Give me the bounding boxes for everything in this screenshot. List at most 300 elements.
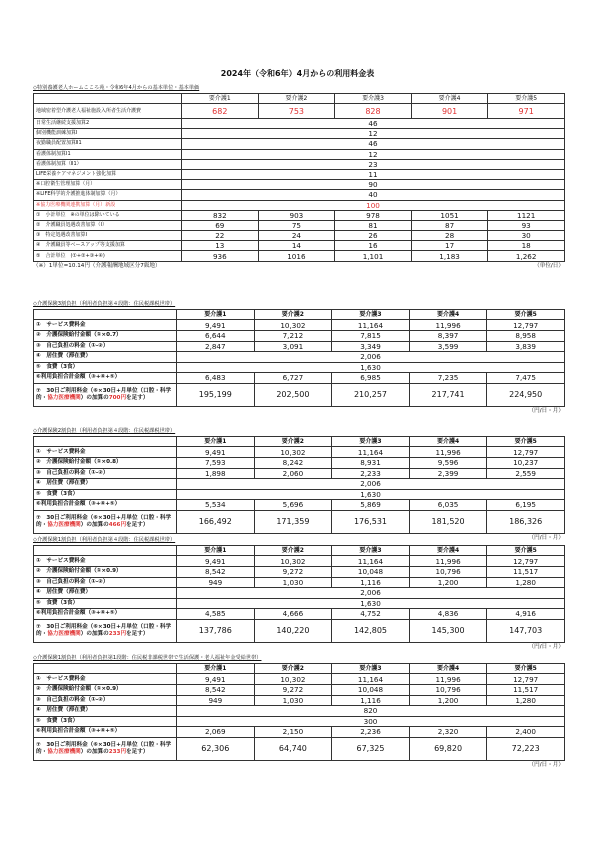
row-label: ③ 自己負担の料金（①-②） [34, 577, 177, 588]
total-text: ⑦ 30日ご利用料金（⑥×30日+月単位（口腔・科学的・ [36, 388, 172, 401]
row-label: ③ 自己負担の料金（①-②） [34, 341, 177, 352]
table-row [34, 210, 565, 220]
level-header: 要介護1 [177, 437, 255, 447]
value-cell: 12,797 [487, 447, 565, 458]
section-caption: ◇介護保険2割負担（利用者負担第４段階：住民税課税世帯） [33, 428, 176, 434]
value-cell: 142,805 [332, 619, 410, 642]
merged-value: 2,006 [177, 352, 565, 363]
level-header: 要介護1 [182, 94, 259, 104]
total-text: ⑦ 30日ご利用料金（⑥×30日+月単位（口腔・科学的・ [36, 515, 172, 528]
value-cell: 9,491 [177, 674, 255, 685]
row-label: ⑤ 食費（3食） [34, 716, 177, 727]
value-cell: 1051 [411, 210, 488, 220]
table-row [34, 139, 565, 149]
value-cell: 5,869 [332, 500, 410, 511]
value-cell: 11,996 [409, 674, 487, 685]
value-cell: 832 [182, 210, 259, 220]
merged-value: 12 [182, 129, 565, 139]
row-label: ① サービス費料金 [34, 320, 177, 331]
unit-label: （円/日・月） [528, 761, 564, 768]
value-cell: 9,491 [177, 556, 255, 567]
value-cell: 1121 [488, 210, 565, 220]
value-cell: 11,517 [487, 685, 565, 696]
value-cell: 9,491 [177, 320, 255, 331]
row-label: ⑥利用負担合計金額（③+④+⑤） [34, 373, 177, 384]
table-row [34, 104, 565, 119]
total-label [34, 619, 177, 642]
row-label: ① 小計単位 ※の単位は除いている [34, 210, 182, 220]
highlight-text: 協力医療機関 [47, 394, 81, 401]
value-cell: 2,399 [409, 468, 487, 479]
value-cell: 6,195 [487, 500, 565, 511]
row-label: 地域密着型介護老人福祉施設入所者生活介護費 [34, 104, 182, 119]
total-label [34, 737, 177, 760]
table-row [34, 716, 565, 727]
section-caption: ◇介護保険1割負担（利用者負担第４段階：住民税課税世帯） [33, 537, 176, 543]
value-cell: 903 [258, 210, 335, 220]
level-header: 要介護5 [488, 94, 565, 104]
table-row [34, 129, 565, 139]
value-cell: 901 [411, 104, 488, 119]
total-text: ⑦ 30日ご利用料金（⑥×30日+月単位（口腔・科学的・ [36, 624, 172, 637]
value-cell: 30 [488, 231, 565, 241]
value-cell: 62,306 [177, 737, 255, 760]
fee-section [33, 536, 564, 651]
value-cell: 9,272 [254, 685, 332, 696]
table-row [34, 447, 565, 458]
header-blank [34, 310, 177, 320]
merged-value: 1,630 [177, 489, 565, 500]
row-label: ※口腔衛生管理加算（月） [34, 180, 182, 190]
units-footer [33, 262, 564, 270]
merged-value: 46 [182, 139, 565, 149]
row-label: ② 介護保険給付金額（①×0.9） [34, 567, 177, 578]
row-label: ③ 自己負担の料金（①-②） [34, 468, 177, 479]
row-label: ※協力医療機関連携加算（月）新設 [34, 200, 182, 210]
table-row [34, 331, 565, 342]
total-text: を足す） [126, 521, 149, 528]
value-cell: 64,740 [254, 737, 332, 760]
value-cell: 1,030 [254, 695, 332, 706]
fee-section [33, 427, 564, 542]
value-cell: 4,916 [487, 609, 565, 620]
value-cell: 14 [258, 241, 335, 251]
value-cell: 7,593 [177, 458, 255, 469]
value-cell: 18 [488, 241, 565, 251]
fee-table [33, 436, 565, 534]
table-row [34, 320, 565, 331]
table-row [34, 352, 565, 363]
merged-value: 1,630 [177, 598, 565, 609]
value-cell: 949 [177, 577, 255, 588]
level-header-row [34, 546, 565, 556]
value-cell: 10,048 [332, 567, 410, 578]
merged-value: 1,630 [177, 362, 565, 373]
value-cell: 2,150 [254, 727, 332, 738]
value-cell: 140,220 [254, 619, 332, 642]
value-cell: 181,520 [409, 510, 487, 533]
total-label [34, 383, 177, 406]
value-cell: 936 [182, 251, 259, 261]
value-cell: 5,696 [254, 500, 332, 511]
value-cell: 9,596 [409, 458, 487, 469]
table-row [34, 588, 565, 599]
value-cell: 81 [335, 220, 412, 230]
total-row [34, 383, 565, 406]
highlight-amount: 233円 [108, 630, 127, 637]
value-cell: 7,815 [332, 331, 410, 342]
merged-value: 100 [182, 200, 565, 210]
table-row [34, 695, 565, 706]
value-cell: 93 [488, 220, 565, 230]
value-cell: 971 [488, 104, 565, 119]
value-cell: 2,236 [332, 727, 410, 738]
value-cell: 22 [182, 231, 259, 241]
row-label: ② 介護保険給付金額（①×0.9） [34, 685, 177, 696]
value-cell: 11,996 [409, 556, 487, 567]
level-header: 要介護2 [254, 310, 332, 320]
value-cell: 4,752 [332, 609, 410, 620]
row-label: ※LIFE科学的介護推進体制加算（月） [34, 190, 182, 200]
value-cell: 13 [182, 241, 259, 251]
row-label: ⑥利用負担合計金額（③+④+⑤） [34, 609, 177, 620]
row-label: 看護体制加算（Ⅱ1） [34, 159, 182, 169]
highlight-amount: 466円 [108, 521, 127, 528]
table-row [34, 149, 565, 159]
value-cell: 224,950 [487, 383, 565, 406]
value-cell: 11,164 [332, 447, 410, 458]
value-cell: 8,958 [487, 331, 565, 342]
level-header-row [34, 310, 565, 320]
value-cell: 2,400 [487, 727, 565, 738]
row-label: 日常生活継続支援加算2 [34, 119, 182, 129]
table-row [34, 190, 565, 200]
table-row [34, 567, 565, 578]
value-cell: 5,534 [177, 500, 255, 511]
table-row [34, 500, 565, 511]
merged-value: 2,006 [177, 588, 565, 599]
row-label: ⑤ 合計単位 (①+②+③+④) [34, 251, 182, 261]
table-row [34, 674, 565, 685]
highlight-text: 協力医療機関 [47, 748, 81, 755]
value-cell: 4,585 [177, 609, 255, 620]
total-text: を足す） [126, 748, 149, 755]
total-text: を足す） [126, 630, 149, 637]
level-header-row [34, 664, 565, 674]
level-header: 要介護3 [335, 94, 412, 104]
value-cell: 2,060 [254, 468, 332, 479]
level-header: 要介護1 [177, 310, 255, 320]
table-row [34, 727, 565, 738]
value-cell: 2,847 [177, 341, 255, 352]
row-label: ④ 居住費（滞在費） [34, 479, 177, 490]
table-row [34, 200, 565, 210]
table-row [34, 341, 565, 352]
value-cell: 2,233 [332, 468, 410, 479]
value-cell: 1,101 [335, 251, 412, 261]
basic-units-section [33, 84, 564, 270]
table-row [34, 231, 565, 241]
value-cell: 171,359 [254, 510, 332, 533]
value-cell: 10,796 [409, 567, 487, 578]
value-cell: 2,320 [409, 727, 487, 738]
level-header: 要介護1 [177, 664, 255, 674]
value-cell: 1,030 [254, 577, 332, 588]
row-label: LIFE栄養ケアマネジメント強化加算 [34, 169, 182, 179]
row-label: ③ 自己負担の料金（①-②） [34, 695, 177, 706]
level-header: 要介護3 [332, 664, 410, 674]
value-cell: 186,326 [487, 510, 565, 533]
value-cell: 1,116 [332, 577, 410, 588]
table-row [34, 685, 565, 696]
value-cell: 217,741 [409, 383, 487, 406]
merged-value: 300 [177, 716, 565, 727]
row-label: ② 介護保険給付金額（①×0.8） [34, 458, 177, 469]
table-row [34, 169, 565, 179]
value-cell: 949 [177, 695, 255, 706]
value-cell: 6,985 [332, 373, 410, 384]
header-blank [34, 546, 177, 556]
merged-value: 90 [182, 180, 565, 190]
value-cell: 72,223 [487, 737, 565, 760]
value-cell: 7,212 [254, 331, 332, 342]
value-cell: 6,483 [177, 373, 255, 384]
value-cell: 1,200 [409, 577, 487, 588]
merged-value: 12 [182, 149, 565, 159]
value-cell: 202,500 [254, 383, 332, 406]
header-blank [34, 664, 177, 674]
total-text: ⑦ 30日ご利用料金（⑥×30日+月単位（口腔・科学的・ [36, 742, 172, 755]
row-label: ⑤ 食費（3食） [34, 489, 177, 500]
value-cell: 828 [335, 104, 412, 119]
table-row [34, 180, 565, 190]
value-cell: 10,302 [254, 447, 332, 458]
value-cell: 8,542 [177, 685, 255, 696]
total-row [34, 619, 565, 642]
value-cell: 195,199 [177, 383, 255, 406]
section-caption: ◇介護保険3割負担（利用者負担第４段階：住民税課税世帯） [33, 301, 176, 307]
row-label: 看護体制加算Ⅰ1 [34, 149, 182, 159]
value-cell: 12,797 [487, 320, 565, 331]
value-cell: 3,839 [487, 341, 565, 352]
fee-section [33, 300, 564, 415]
value-cell: 3,599 [409, 341, 487, 352]
table-row [34, 468, 565, 479]
value-cell: 67,325 [332, 737, 410, 760]
value-cell: 7,235 [409, 373, 487, 384]
value-cell: 8,242 [254, 458, 332, 469]
level-header: 要介護2 [254, 546, 332, 556]
unit-label: （単位/日） [534, 262, 564, 269]
value-cell: 1,280 [487, 577, 565, 588]
row-label: ④ 居住費（滞在費） [34, 706, 177, 717]
merged-value: 46 [182, 119, 565, 129]
value-cell: 147,703 [487, 619, 565, 642]
merged-value: 2,006 [177, 479, 565, 490]
page-title: 2024年（令和6年）4月からの利用料金表 [220, 69, 375, 78]
unit-label: （円/日・月） [528, 643, 564, 650]
value-cell: 11,996 [409, 320, 487, 331]
value-cell: 176,531 [332, 510, 410, 533]
level-header: 要介護5 [487, 664, 565, 674]
unit-label: （円/日・月） [528, 534, 564, 541]
fee-table [33, 545, 565, 643]
value-cell: 10,796 [409, 685, 487, 696]
level-header: 要介護4 [409, 546, 487, 556]
value-cell: 10,302 [254, 556, 332, 567]
level-header: 要介護4 [411, 94, 488, 104]
value-cell: 10,237 [487, 458, 565, 469]
total-text: を足す） [126, 394, 149, 401]
level-header: 要介護5 [487, 437, 565, 447]
row-label: 個別機能訓練加算Ⅰ [34, 129, 182, 139]
value-cell: 210,257 [332, 383, 410, 406]
value-cell: 28 [411, 231, 488, 241]
section-caption: ◇特別養護老人ホームこころ苑・令和6年4月からの基本単位・基本単価 [33, 85, 200, 91]
level-header: 要介護3 [332, 546, 410, 556]
highlight-text: 協力医療機関 [47, 630, 81, 637]
value-cell: 11,517 [487, 567, 565, 578]
unit-note: （※）1単位=10.14円（介護報酬地域区分7級地） [33, 262, 161, 269]
table-row [34, 479, 565, 490]
level-header: 要介護2 [254, 437, 332, 447]
value-cell: 75 [258, 220, 335, 230]
value-cell: 682 [182, 104, 259, 119]
value-cell: 2,069 [177, 727, 255, 738]
value-cell: 7,475 [487, 373, 565, 384]
header-blank [34, 437, 177, 447]
row-label: ③ 特定処遇改善加算Ⅰ [34, 231, 182, 241]
level-header: 要介護5 [487, 310, 565, 320]
value-cell: 11,164 [332, 556, 410, 567]
value-cell: 145,300 [409, 619, 487, 642]
highlight-amount: 700円 [108, 394, 127, 401]
value-cell: 69 [182, 220, 259, 230]
value-cell: 1,898 [177, 468, 255, 479]
value-cell: 11,996 [409, 447, 487, 458]
total-text: ）の加算の [80, 521, 109, 528]
table-row [34, 373, 565, 384]
level-header-row [34, 437, 565, 447]
value-cell: 10,302 [254, 320, 332, 331]
row-label: ④ 居住費（滞在費） [34, 352, 177, 363]
header-blank [34, 94, 182, 104]
value-cell: 87 [411, 220, 488, 230]
level-header-row [34, 94, 565, 104]
fee-table [33, 663, 565, 761]
value-cell: 1,262 [488, 251, 565, 261]
value-cell: 1,280 [487, 695, 565, 706]
value-cell: 10,048 [332, 685, 410, 696]
merged-value: 11 [182, 169, 565, 179]
table-row [34, 458, 565, 469]
highlight-amount: 233円 [108, 748, 127, 755]
value-cell: 12,797 [487, 674, 565, 685]
merged-value: 23 [182, 159, 565, 169]
table-row [34, 489, 565, 500]
value-cell: 11,164 [332, 320, 410, 331]
value-cell: 9,491 [177, 447, 255, 458]
value-cell: 1016 [258, 251, 335, 261]
level-header: 要介護4 [409, 437, 487, 447]
merged-value: 820 [177, 706, 565, 717]
value-cell: 17 [411, 241, 488, 251]
total-label [34, 510, 177, 533]
value-cell: 137,786 [177, 619, 255, 642]
value-cell: 2,559 [487, 468, 565, 479]
table-row [34, 598, 565, 609]
value-cell: 1,183 [411, 251, 488, 261]
value-cell: 26 [335, 231, 412, 241]
row-label: ① サービス費料金 [34, 447, 177, 458]
table-row [34, 241, 565, 251]
row-label: ① サービス費料金 [34, 556, 177, 567]
table-row [34, 220, 565, 230]
row-label: ① サービス費料金 [34, 674, 177, 685]
level-header: 要介護3 [332, 310, 410, 320]
value-cell: 4,666 [254, 609, 332, 620]
level-header: 要介護3 [332, 437, 410, 447]
row-label: ⑤ 食費（3食） [34, 598, 177, 609]
value-cell: 12,797 [487, 556, 565, 567]
value-cell: 16 [335, 241, 412, 251]
value-cell: 1,116 [332, 695, 410, 706]
row-label: ⑤ 食費（3食） [34, 362, 177, 373]
value-cell: 24 [258, 231, 335, 241]
section-caption: ◇介護保険1割負担（利用者負担第1段階：住民税非課税世帯で生活保護・老人福祉年金受給世帯） [33, 655, 262, 661]
total-row [34, 510, 565, 533]
merged-value: 40 [182, 190, 565, 200]
level-header: 要介護2 [258, 94, 335, 104]
total-text: ）の加算の [80, 630, 109, 637]
basic-units-table [33, 93, 565, 262]
value-cell: 3,091 [254, 341, 332, 352]
value-cell: 166,492 [177, 510, 255, 533]
total-text: ）の加算の [80, 394, 109, 401]
value-cell: 8,931 [332, 458, 410, 469]
row-label: ⑥利用負担合計金額（③+④+⑤） [34, 727, 177, 738]
table-row [34, 251, 565, 261]
table-row [34, 362, 565, 373]
value-cell: 10,302 [254, 674, 332, 685]
row-label: ② 介護保険給付金額（①×0.7） [34, 331, 177, 342]
level-header: 要介護4 [409, 664, 487, 674]
level-header: 要介護5 [487, 546, 565, 556]
highlight-text: 協力医療機関 [47, 521, 81, 528]
level-header: 要介護2 [254, 664, 332, 674]
value-cell: 1,200 [409, 695, 487, 706]
value-cell: 3,349 [332, 341, 410, 352]
value-cell: 6,727 [254, 373, 332, 384]
row-label: ② 介護職員処遇改善加算（Ⅰ） [34, 220, 182, 230]
fee-table [33, 309, 565, 407]
table-row [34, 609, 565, 620]
row-label: ④ 居住費（滞在費） [34, 588, 177, 599]
level-header: 要介護1 [177, 546, 255, 556]
table-row [34, 159, 565, 169]
value-cell: 9,272 [254, 567, 332, 578]
value-cell: 11,164 [332, 674, 410, 685]
row-label: ⑥利用負担合計金額（③+④+⑤） [34, 500, 177, 511]
unit-label: （円/日・月） [528, 407, 564, 414]
value-cell: 69,820 [409, 737, 487, 760]
value-cell: 8,542 [177, 567, 255, 578]
total-row [34, 737, 565, 760]
table-row [34, 706, 565, 717]
row-label: 夜勤職員配置加算Ⅱ1 [34, 139, 182, 149]
table-row [34, 119, 565, 129]
fee-section [33, 654, 564, 769]
